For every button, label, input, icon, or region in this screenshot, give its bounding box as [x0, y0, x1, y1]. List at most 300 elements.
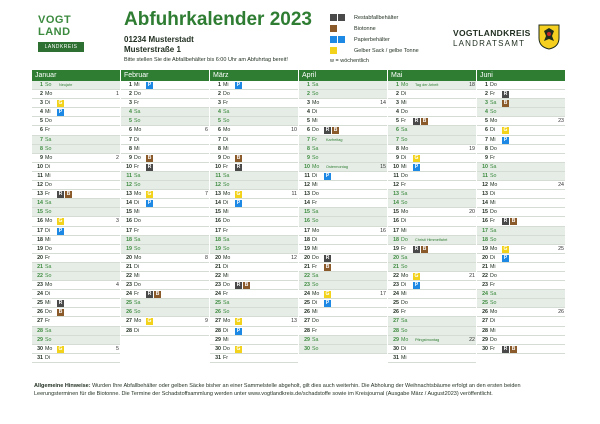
- day-row: [388, 345, 476, 354]
- day-number: 6: [129, 127, 132, 134]
- day-row: [121, 81, 209, 90]
- day-row: [32, 281, 120, 290]
- bin-p: P: [147, 200, 152, 207]
- day-row: [32, 190, 120, 199]
- day-row: [477, 81, 565, 90]
- weekday-label: Fr: [223, 227, 228, 234]
- day-row: [121, 299, 209, 308]
- day-row: [299, 272, 387, 281]
- day-row: [121, 90, 209, 99]
- day-row: [477, 227, 565, 236]
- weekday-label: Di: [312, 236, 318, 243]
- day-number: 22: [215, 272, 221, 279]
- day-number: 8: [485, 145, 488, 152]
- day-row: [388, 136, 476, 145]
- weekday-label: So: [45, 82, 52, 88]
- day-row: [210, 245, 298, 254]
- weekday-label: Do: [223, 154, 230, 161]
- day-row: [299, 90, 387, 99]
- day-number: 8: [307, 145, 310, 152]
- day-row: [121, 136, 209, 145]
- bin-b: B: [422, 245, 427, 252]
- day-row: [299, 217, 387, 226]
- weekday-label: Mi: [223, 336, 229, 343]
- weekday-label: Sa: [45, 136, 52, 143]
- weekday-label: Di: [134, 263, 140, 270]
- weekday-label: Do: [223, 282, 230, 289]
- day-number: 24: [215, 291, 221, 298]
- day-number: 26: [37, 309, 43, 316]
- day-number: 25: [393, 300, 399, 307]
- weekday-label: Sa: [401, 254, 408, 261]
- weekday-label: So: [312, 282, 319, 289]
- day-number: 31: [393, 354, 399, 361]
- day-row: [210, 254, 298, 263]
- day-row: [477, 290, 565, 299]
- week-number: 23: [558, 118, 564, 125]
- day-number: 9: [307, 154, 310, 161]
- bin-p: P: [58, 227, 63, 234]
- day-number: 21: [304, 263, 310, 270]
- bin-markers: [57, 309, 65, 316]
- day-number: 16: [482, 218, 488, 225]
- day-row: [299, 199, 387, 208]
- authority-name: [453, 28, 531, 48]
- day-row: [299, 336, 387, 345]
- day-number: 30: [215, 345, 221, 352]
- weekday-label: Sa: [401, 127, 408, 134]
- bin-r: R: [147, 291, 152, 298]
- day-row: [388, 254, 476, 263]
- day-row: [388, 317, 476, 326]
- weekday-label: Sa: [134, 172, 141, 179]
- weekday-label: Mo: [223, 191, 231, 198]
- day-number: 26: [304, 309, 310, 316]
- weekday-label: Mo: [312, 291, 320, 298]
- day-row: [299, 236, 387, 245]
- weekday-label: Fr: [223, 163, 228, 170]
- notes-text: Wurden Ihre Abfallbehälter oder gelben Säcke bisher an einer Sammelstelle abgeholt, gilt dies auch weiterhin. Die Abholung der Weihnachtsbäume erfolgt an den ersten beiden Leerungsterminen für die Biotonne. Die Termine der Schadstoffsammlung werden unter www.vogtlandkreis.de/schadstoffe sowie im Kreisjournal (Ausgabe März / August2023) veröffentlicht.: [34, 383, 521, 397]
- weekday-label: Fr: [401, 182, 406, 189]
- day-row: [477, 281, 565, 290]
- day-row: [388, 327, 476, 336]
- day-row: [388, 108, 476, 117]
- day-number: 1: [129, 82, 132, 88]
- day-row: [477, 254, 565, 263]
- bin-markers: [235, 318, 243, 325]
- weekday-label: Mi: [312, 118, 318, 125]
- weekday-label: Sa: [223, 172, 230, 179]
- day-row: [32, 217, 120, 226]
- weekday-label: Do: [401, 236, 408, 243]
- weekday-label: Di: [45, 163, 51, 170]
- weekday-label: Do: [490, 82, 497, 88]
- day-number: 27: [37, 318, 43, 325]
- weekday-label: Mi: [490, 263, 496, 270]
- weekday-label: Di: [223, 136, 229, 143]
- weekday-label: Mo: [223, 254, 231, 261]
- day-number: 26: [215, 309, 221, 316]
- day-number: 6: [396, 127, 399, 134]
- weekday-label: Sa: [223, 236, 230, 243]
- weekday-label: Di: [45, 354, 51, 361]
- day-number: 15: [37, 209, 43, 216]
- weekday-label: Di: [401, 154, 407, 161]
- legend-label: Gelber Sack / gelbe Tonne: [354, 48, 419, 54]
- day-row: [210, 336, 298, 345]
- day-number: 30: [37, 345, 43, 352]
- day-row: [210, 290, 298, 299]
- day-number: 11: [393, 172, 399, 179]
- weekday-label: Fr: [45, 127, 50, 134]
- bin-p: P: [503, 254, 508, 261]
- bin-markers: [502, 127, 510, 134]
- day-number: 21: [482, 263, 488, 270]
- day-row: [32, 108, 120, 117]
- bin-r: R: [58, 191, 63, 198]
- weekday-label: Sa: [223, 300, 230, 307]
- day-number: 1: [40, 82, 43, 88]
- bin-p: P: [236, 327, 241, 334]
- weekday-label: Sa: [312, 336, 319, 343]
- day-number: 18: [482, 236, 488, 243]
- bin-markers: [235, 328, 243, 335]
- day-row: [388, 199, 476, 208]
- day-row: [299, 190, 387, 199]
- bin-g: G: [503, 245, 508, 252]
- day-number: 23: [482, 282, 488, 289]
- logo-line3: LANDKREIS: [38, 42, 84, 52]
- bin-b: B: [58, 309, 63, 316]
- bin-r: R: [503, 91, 508, 98]
- day-row: [477, 263, 565, 272]
- weekday-label: So: [401, 200, 408, 207]
- week-number: 20: [469, 209, 475, 216]
- day-row: [210, 190, 298, 199]
- weekday-label: Do: [490, 145, 497, 152]
- day-row: [477, 236, 565, 245]
- weekday-label: Mi: [45, 172, 51, 179]
- weekday-label: Fr: [490, 345, 495, 352]
- day-row: [121, 263, 209, 272]
- week-number: 1: [116, 91, 119, 98]
- weekday-label: Sa: [490, 227, 497, 234]
- weekday-label: So: [223, 182, 230, 189]
- weekday-label: Di: [401, 91, 407, 98]
- day-number: 14: [482, 200, 488, 207]
- legend-item-gelb: [330, 47, 419, 55]
- day-number: 19: [126, 245, 132, 252]
- bin-g: G: [147, 191, 152, 198]
- legend-item-restabfall: [330, 14, 399, 22]
- day-row: [121, 117, 209, 126]
- day-number: 18: [126, 236, 132, 243]
- day-number: 20: [393, 254, 399, 261]
- day-row: [121, 272, 209, 281]
- day-number: 17: [37, 227, 43, 234]
- day-row: [32, 336, 120, 345]
- day-row: [477, 299, 565, 308]
- week-number: 16: [380, 227, 386, 234]
- day-row: [388, 172, 476, 181]
- weekday-label: Do: [312, 254, 319, 261]
- day-number: 27: [393, 318, 399, 325]
- week-number: 7: [205, 191, 208, 198]
- day-row: [32, 163, 120, 172]
- day-number: 10: [126, 163, 132, 170]
- day-row: [32, 154, 120, 163]
- weekday-label: Mi: [312, 309, 318, 316]
- day-row: [299, 81, 387, 90]
- bin-markers: [324, 127, 340, 134]
- day-row: [121, 254, 209, 263]
- day-row: [32, 345, 120, 354]
- week-number: 9: [205, 318, 208, 325]
- week-number: 17: [380, 291, 386, 298]
- weekday-label: So: [223, 245, 230, 252]
- day-number: 18: [37, 236, 43, 243]
- weekday-label: Do: [45, 118, 52, 125]
- day-row: [299, 181, 387, 190]
- setout-note: Bitte stellen Sie die Abfallbehälter bis 6:00 Uhr am Abfuhrtag bereit!: [124, 57, 288, 63]
- day-number: 7: [307, 136, 310, 143]
- day-number: 27: [215, 318, 221, 325]
- weekday-label: Do: [223, 345, 230, 352]
- day-number: 19: [304, 245, 310, 252]
- weekday-label: Di: [134, 136, 140, 143]
- day-number: 3: [129, 100, 132, 107]
- day-number: 9: [218, 154, 221, 161]
- bin-markers: [413, 282, 421, 289]
- bin-markers: [324, 300, 332, 307]
- month-header: Februar: [121, 70, 209, 81]
- day-row: [388, 263, 476, 272]
- day-row: [388, 299, 476, 308]
- bin-markers: [413, 164, 421, 171]
- weekday-label: Di: [312, 109, 318, 116]
- weekday-label: Mo: [223, 127, 231, 134]
- day-number: 7: [396, 136, 399, 143]
- day-row: [388, 99, 476, 108]
- weekday-label: Fr: [401, 118, 406, 125]
- day-row: [32, 263, 120, 272]
- weekday-label: Mo: [401, 209, 409, 216]
- bin-markers: [502, 137, 510, 144]
- week-number: 25: [558, 245, 564, 252]
- weekday-label: Mi: [312, 245, 318, 252]
- day-row: [299, 263, 387, 272]
- day-row: [32, 99, 120, 108]
- general-notes: [34, 382, 566, 398]
- day-row: [121, 245, 209, 254]
- day-number: 13: [215, 191, 221, 198]
- bin-markers: [413, 273, 421, 280]
- day-number: 10: [215, 163, 221, 170]
- day-row: [477, 208, 565, 217]
- day-row: [121, 108, 209, 117]
- weekday-label: Mi: [134, 145, 140, 152]
- day-number: 3: [485, 100, 488, 107]
- bin-g: G: [325, 291, 330, 298]
- day-number: 7: [218, 136, 221, 143]
- weekday-label: Di: [134, 327, 140, 334]
- day-row: [32, 227, 120, 236]
- weekday-label: Di: [223, 200, 229, 207]
- day-row: [121, 227, 209, 236]
- day-number: 2: [485, 91, 488, 98]
- day-number: 28: [37, 327, 43, 334]
- bin-b: B: [66, 191, 71, 198]
- day-number: 23: [393, 282, 399, 289]
- day-row: [477, 163, 565, 172]
- day-number: 27: [482, 318, 488, 325]
- day-row: [32, 199, 120, 208]
- coat-of-arms-icon: [538, 24, 560, 50]
- bin-markers: [57, 228, 65, 235]
- day-row: [388, 145, 476, 154]
- weekday-label: Mo: [134, 127, 142, 134]
- legend-swatch-r: [330, 14, 337, 21]
- day-number: 20: [215, 254, 221, 261]
- day-row: [210, 281, 298, 290]
- day-row: [299, 136, 387, 145]
- weekday-label: Sa: [45, 200, 52, 207]
- day-number: 28: [304, 327, 310, 334]
- day-number: 8: [129, 145, 132, 152]
- day-row: [121, 181, 209, 190]
- day-row: [388, 245, 476, 254]
- day-row: [477, 317, 565, 326]
- day-number: 23: [304, 282, 310, 289]
- bin-p: P: [503, 136, 508, 143]
- weekday-label: Sa: [312, 272, 319, 279]
- day-row: [32, 272, 120, 281]
- day-row: [210, 308, 298, 317]
- bin-r: R: [414, 245, 419, 252]
- day-number: 23: [37, 282, 43, 289]
- bin-markers: [502, 91, 510, 98]
- day-number: 13: [37, 191, 43, 198]
- logo-line1: VOGT: [38, 14, 72, 26]
- day-number: 11: [304, 172, 310, 179]
- day-row: [477, 154, 565, 163]
- weekday-label: Mo: [401, 145, 409, 152]
- day-number: 2: [40, 91, 43, 98]
- day-number: 8: [218, 145, 221, 152]
- day-number: 11: [37, 172, 43, 179]
- day-row: [121, 126, 209, 135]
- week-number: 5: [116, 345, 119, 352]
- week-number: 8: [205, 254, 208, 261]
- address-line1: 01234 Musterstadt: [124, 35, 194, 44]
- weekday-label: Do: [490, 209, 497, 216]
- weekday-label: So: [490, 109, 497, 116]
- bin-markers: [146, 82, 154, 89]
- bin-b: B: [333, 127, 338, 134]
- month-3: [299, 70, 387, 354]
- day-number: 22: [482, 272, 488, 279]
- day-number: 12: [37, 182, 43, 189]
- day-number: 12: [126, 182, 132, 189]
- day-number: 11: [215, 172, 221, 179]
- weekday-label: Di: [312, 172, 318, 179]
- weekday-label: Do: [401, 172, 408, 179]
- bin-r: R: [414, 118, 419, 125]
- weekday-label: Mo: [134, 254, 142, 261]
- weekday-label: Fr: [45, 191, 50, 198]
- day-row: [121, 308, 209, 317]
- day-number: 30: [393, 345, 399, 352]
- day-row: [477, 217, 565, 226]
- day-row: [299, 208, 387, 217]
- day-number: 9: [129, 154, 132, 161]
- day-number: 12: [304, 182, 310, 189]
- weekday-label: So: [45, 336, 52, 343]
- day-number: 31: [37, 354, 43, 361]
- weekday-label: Mo: [45, 154, 53, 161]
- day-number: 26: [393, 309, 399, 316]
- day-row: [388, 90, 476, 99]
- weekday-label: Sa: [45, 327, 52, 334]
- weekday-label: Fr: [490, 154, 495, 161]
- day-row: [32, 354, 120, 363]
- day-row: [299, 108, 387, 117]
- day-number: 5: [218, 118, 221, 125]
- weekday-label: So: [134, 182, 141, 189]
- day-row: [299, 317, 387, 326]
- day-row: [477, 90, 565, 99]
- day-number: 14: [126, 200, 132, 207]
- day-number: 14: [393, 200, 399, 207]
- weekday-label: Sa: [312, 82, 319, 88]
- day-row: [299, 163, 387, 172]
- day-row: [32, 208, 120, 217]
- weekday-label: Do: [45, 182, 52, 189]
- weekday-label: Di: [401, 282, 407, 289]
- weekday-label: So: [134, 245, 141, 252]
- month-header: Juni: [477, 70, 565, 81]
- weekday-label: Mi: [134, 82, 140, 88]
- day-number: 2: [129, 91, 132, 98]
- day-row: [210, 327, 298, 336]
- day-row: [121, 172, 209, 181]
- weekday-label: Fr: [134, 100, 139, 107]
- day-row: [210, 272, 298, 281]
- week-number: 6: [205, 127, 208, 134]
- day-row: [210, 199, 298, 208]
- day-number: 21: [215, 263, 221, 270]
- day-row: [477, 199, 565, 208]
- day-number: 17: [304, 227, 310, 234]
- day-number: 15: [304, 209, 310, 216]
- day-row: [299, 99, 387, 108]
- bin-markers: [324, 264, 332, 271]
- day-row: [210, 126, 298, 135]
- day-row: [32, 245, 120, 254]
- day-row: [32, 299, 120, 308]
- bin-markers: [502, 346, 518, 353]
- day-row: [121, 154, 209, 163]
- day-row: [32, 126, 120, 135]
- bin-markers: [235, 164, 243, 171]
- day-number: 19: [37, 245, 43, 252]
- bin-markers: [502, 255, 510, 262]
- day-row: [210, 172, 298, 181]
- bin-markers: [57, 300, 65, 307]
- day-row: [477, 345, 565, 354]
- day-number: 27: [304, 318, 310, 325]
- day-row: [32, 181, 120, 190]
